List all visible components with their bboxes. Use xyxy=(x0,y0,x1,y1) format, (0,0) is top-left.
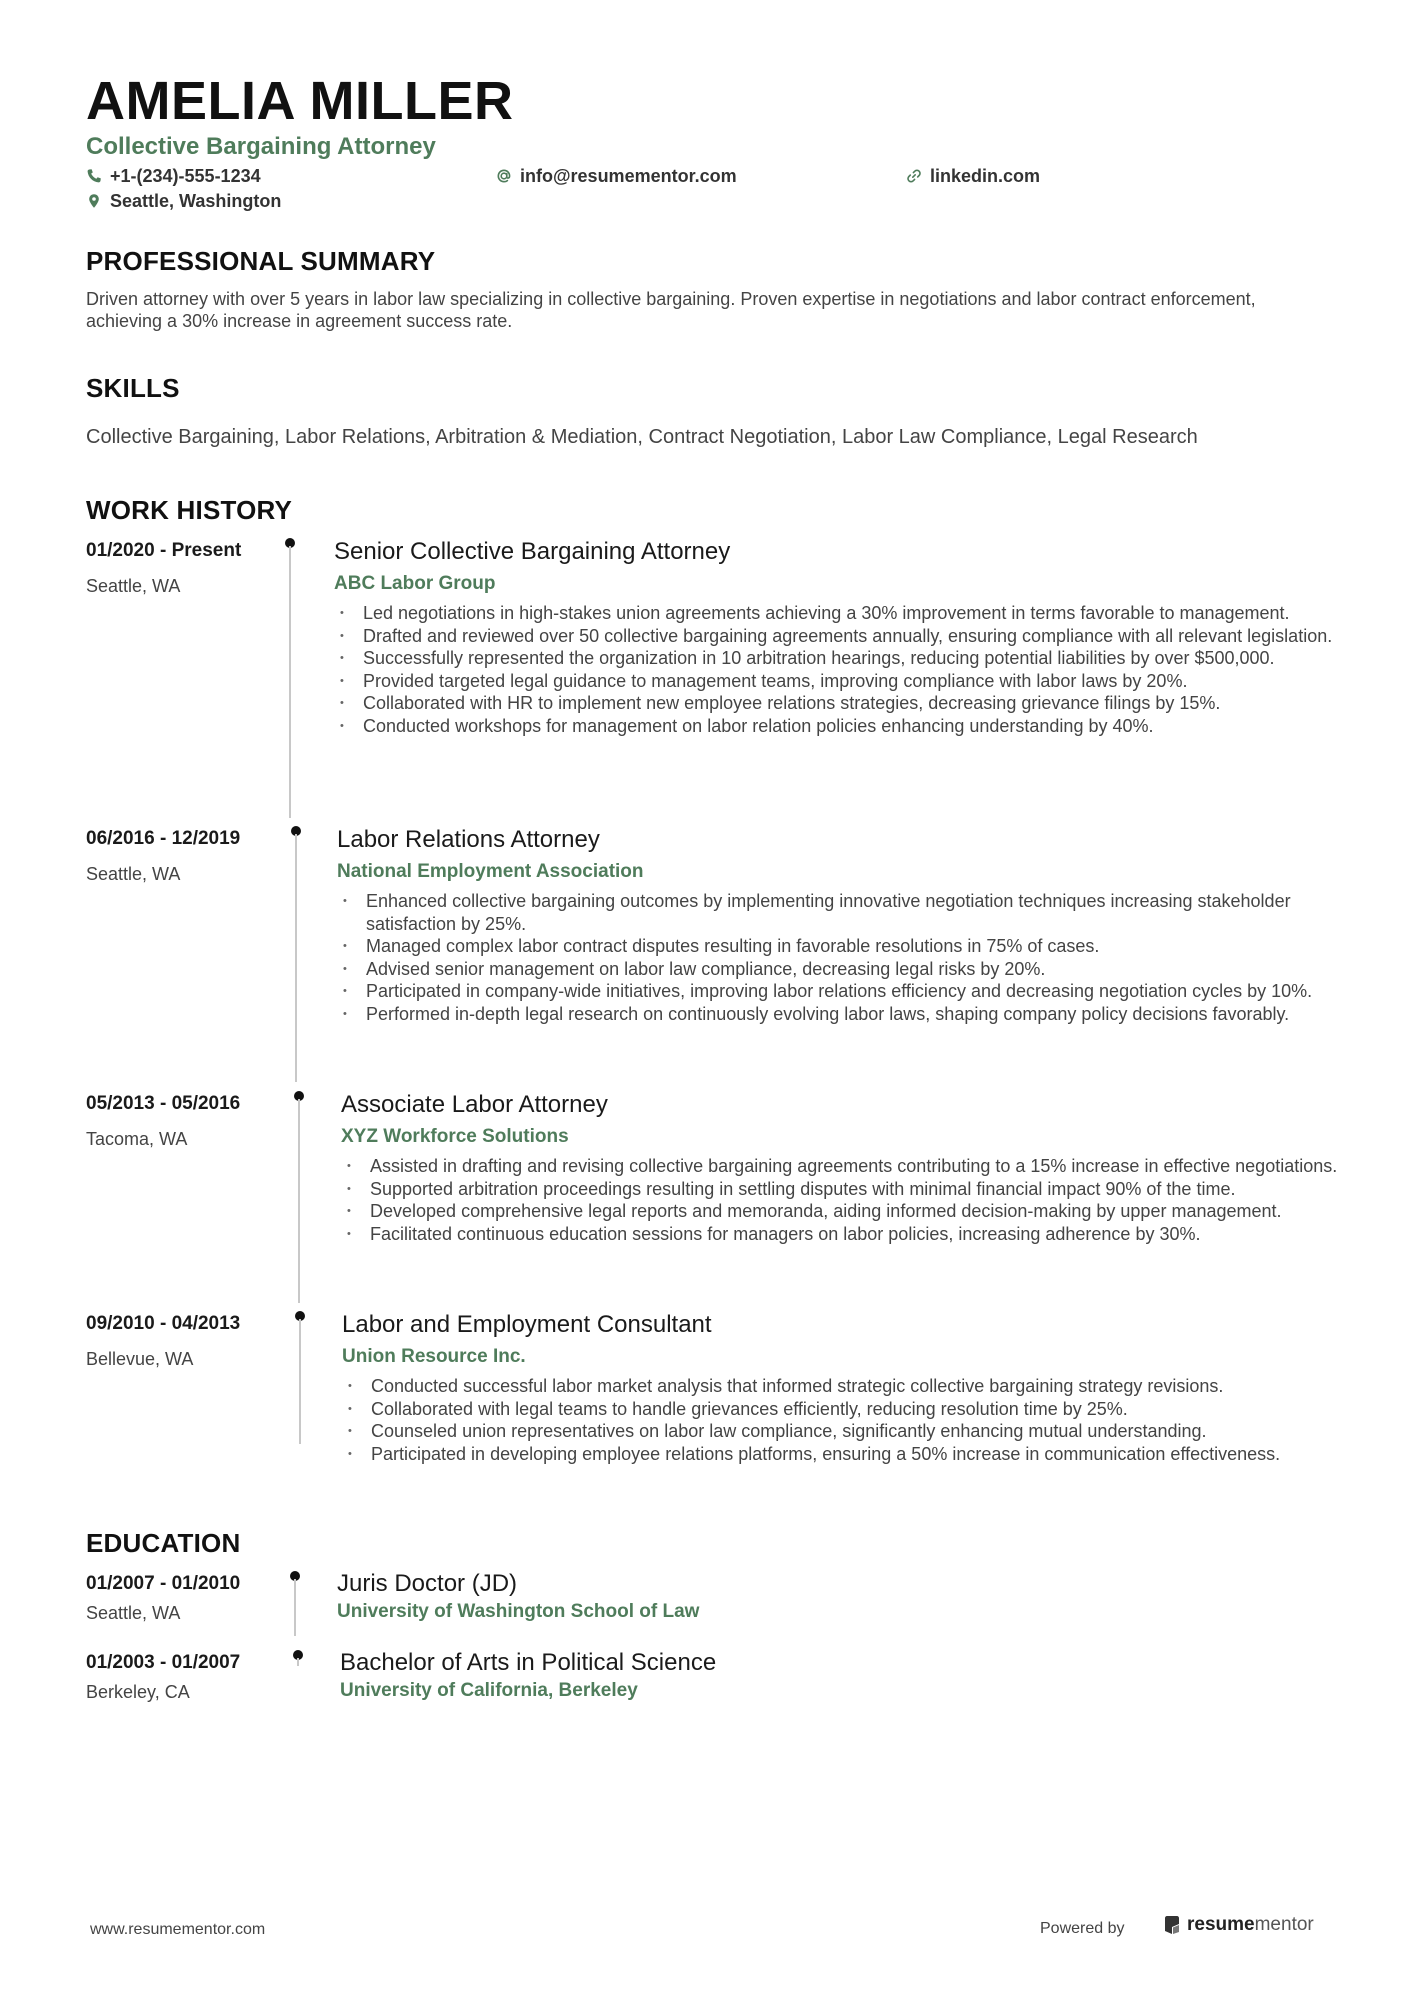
list-item: • Managed complex labor contract disputes resulting in favorable resolutions in 75% of cases. xyxy=(337,935,1337,958)
timeline-line xyxy=(294,1579,296,1636)
job-location: Tacoma, WA xyxy=(86,1129,188,1149)
list-item: • Facilitated continuous education sessions for managers on labor policies, increasing adherence by 30%. xyxy=(341,1223,1341,1246)
summary-heading: PROFESSIONAL SUMMARY xyxy=(86,246,436,276)
contact-linkedin[interactable] xyxy=(906,165,1040,187)
email-text: info@resumementor.com xyxy=(520,166,737,186)
job-bullets xyxy=(341,1155,1341,1245)
list-item: • Enhanced collective bargaining outcomes by implementing innovative negotiation techniques increasing stakeholder satisfaction by 25%. xyxy=(337,890,1337,935)
list-item: • Successfully represented the organization in 10 arbitration hearings, reducing potential liabilities by over $500,000. xyxy=(334,647,1334,670)
footer-url[interactable]: www.resumementor.com xyxy=(90,1921,266,1938)
education-location: Berkeley, CA xyxy=(86,1682,190,1702)
list-item: • Provided targeted legal guidance to management teams, improving compliance with labor laws by 20%. xyxy=(334,670,1334,693)
location-pin-icon xyxy=(86,193,102,209)
job-title: Labor Relations Attorney xyxy=(337,826,600,853)
location-text: Seattle, Washington xyxy=(110,191,282,211)
list-item: • Assisted in drafting and revising collective bargaining agreements contributing to a 15% increase in effective negotiations. xyxy=(341,1155,1341,1178)
education-location: Seattle, WA xyxy=(86,1603,181,1623)
job-title: Senior Collective Bargaining Attorney xyxy=(334,538,731,565)
brand-name-light: mentor xyxy=(1254,1914,1314,1935)
contact-phone xyxy=(86,165,261,187)
job-company: XYZ Workforce Solutions xyxy=(341,1126,569,1147)
job-title: Labor and Employment Consultant xyxy=(342,1311,712,1338)
timeline-line xyxy=(289,546,291,818)
job-bullets xyxy=(342,1375,1342,1465)
contact-email[interactable] xyxy=(496,165,737,187)
phone-icon xyxy=(86,168,102,184)
education-school: University of Washington School of Law xyxy=(337,1601,700,1622)
list-item: • Participated in developing employee relations platforms, ensuring a 50% increase in communication effectiveness. xyxy=(342,1443,1342,1466)
list-item: • Developed comprehensive legal reports and memoranda, aiding informed decision-making by upper management. xyxy=(341,1200,1341,1223)
job-bullets xyxy=(337,890,1337,1025)
education-heading: EDUCATION xyxy=(86,1528,241,1558)
resumementor-logo-icon xyxy=(1163,1915,1181,1935)
work-history-heading: WORK HISTORY xyxy=(86,495,293,525)
list-item: • Conducted successful labor market analysis that informed strategic collective bargaining strategy revisions. xyxy=(342,1375,1342,1398)
candidate-title: Collective Bargaining Attorney xyxy=(86,133,436,160)
timeline-line xyxy=(295,834,297,1082)
list-item: • Performed in-depth legal research on continuously evolving labor laws, shaping company policy decisions favorably. xyxy=(337,1003,1337,1026)
list-item: • Led negotiations in high-stakes union agreements achieving a 30% improvement in terms favorable to management. xyxy=(334,602,1334,625)
linkedin-text: linkedin.com xyxy=(930,166,1041,186)
job-location: Seattle, WA xyxy=(86,576,181,596)
skills-heading: SKILLS xyxy=(86,373,180,403)
education-dates: 01/2003 - 01/2007 xyxy=(86,1652,241,1673)
job-company: Union Resource Inc. xyxy=(342,1346,526,1367)
at-sign-icon xyxy=(496,168,512,184)
list-item: • Counseled union representatives on labor law compliance, significantly enhancing mutual understanding. xyxy=(342,1420,1342,1443)
contact-location xyxy=(86,190,281,212)
list-item: • Advised senior management on labor law compliance, decreasing legal risks by 20%. xyxy=(337,958,1337,981)
job-bullets xyxy=(334,602,1334,737)
education-degree: Juris Doctor (JD) xyxy=(337,1570,518,1597)
summary-text: Driven attorney with over 5 years in labor law specializing in collective bargaining. Proven expertise in negotiations and labor contract enforcement, achieving a 30% increase in agreement success rate. xyxy=(86,289,1256,331)
job-dates: 06/2016 - 12/2019 xyxy=(86,828,241,849)
list-item: • Conducted workshops for management on labor relation policies enhancing understanding by 40%. xyxy=(334,715,1334,738)
candidate-name: AMELIA MILLER xyxy=(86,71,514,131)
brand-logo[interactable] xyxy=(1163,1913,1314,1937)
list-item: • Supported arbitration proceedings resulting in settling disputes with minimal financial impact 90% of the time. xyxy=(341,1178,1341,1201)
education-school: University of California, Berkeley xyxy=(340,1680,638,1701)
job-company: National Employment Association xyxy=(337,861,644,882)
list-item: • Drafted and reviewed over 50 collective bargaining agreements annually, ensuring compliance with all relevant legislation. xyxy=(334,625,1334,648)
list-item: • Collaborated with HR to implement new employee relations strategies, decreasing grievance filings by 15%. xyxy=(334,692,1334,715)
timeline-line xyxy=(299,1319,301,1444)
job-title: Associate Labor Attorney xyxy=(341,1091,608,1118)
timeline-line xyxy=(298,1099,300,1303)
job-company: ABC Labor Group xyxy=(334,573,496,594)
timeline-line xyxy=(297,1658,299,1666)
job-dates: 01/2020 - Present xyxy=(86,540,242,561)
powered-by-label: Powered by xyxy=(1040,1920,1125,1937)
education-degree: Bachelor of Arts in Political Science xyxy=(340,1649,717,1676)
brand-name-bold: resume xyxy=(1187,1914,1255,1935)
list-item: • Participated in company-wide initiatives, improving labor relations efficiency and decreasing negotiation cycles by 10%. xyxy=(337,980,1337,1003)
link-icon xyxy=(906,168,922,184)
list-item: • Collaborated with legal teams to handle grievances efficiently, reducing resolution time by 25%. xyxy=(342,1398,1342,1421)
job-location: Bellevue, WA xyxy=(86,1349,194,1369)
skills-text: Collective Bargaining, Labor Relations, Arbitration & Mediation, Contract Negotiation, Labor Law Compliance, Legal Research xyxy=(86,426,1198,448)
education-dates: 01/2007 - 01/2010 xyxy=(86,1573,241,1594)
job-location: Seattle, WA xyxy=(86,864,181,884)
job-dates: 09/2010 - 04/2013 xyxy=(86,1313,241,1334)
phone-text: +1-(234)-555-1234 xyxy=(110,166,261,186)
job-dates: 05/2013 - 05/2016 xyxy=(86,1093,241,1114)
